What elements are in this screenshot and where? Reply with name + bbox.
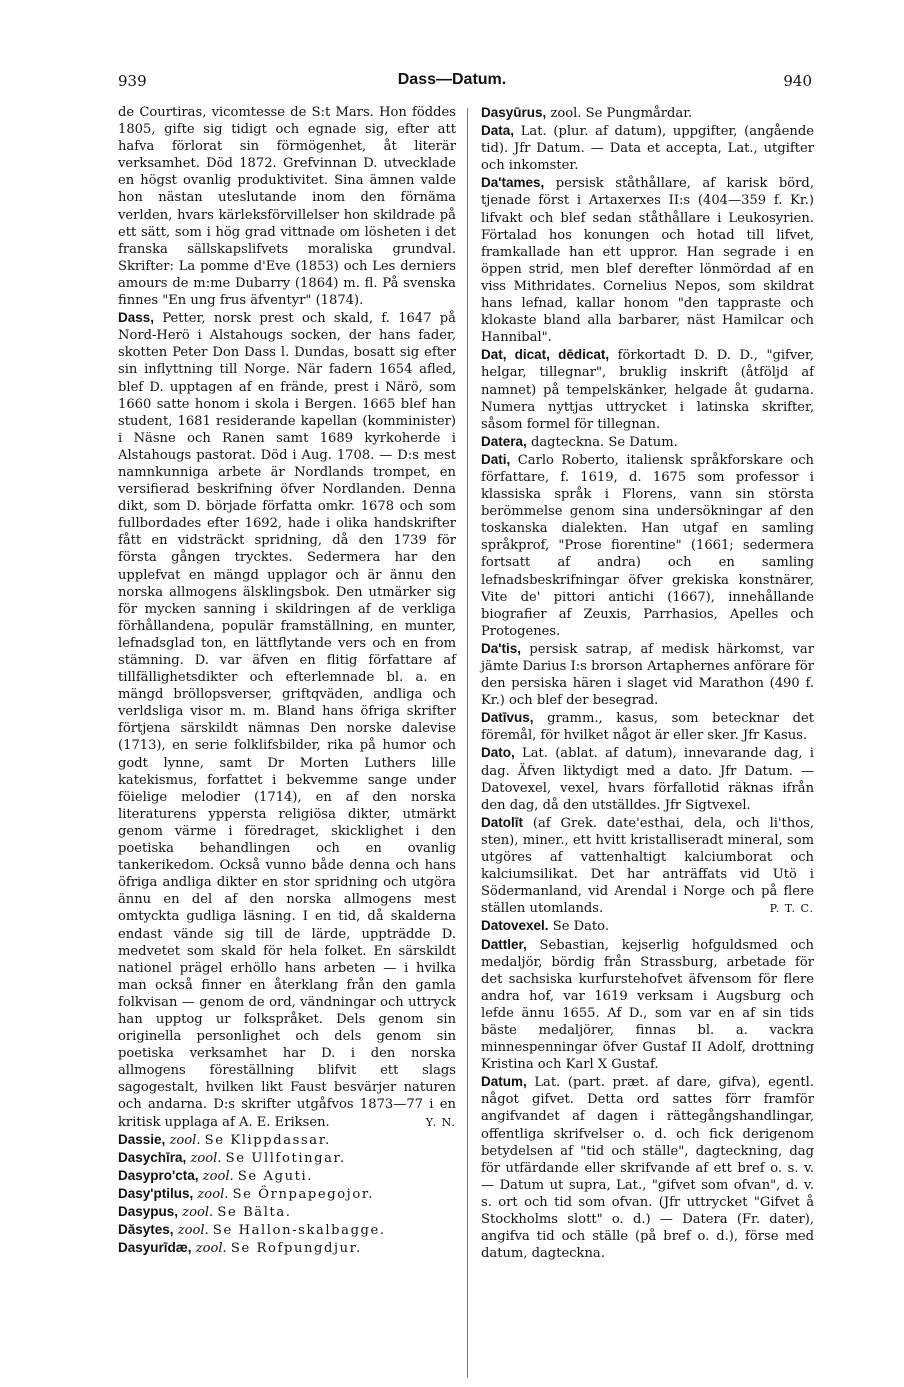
short-entries: [118, 1131, 456, 1258]
field-label: zool.: [182, 1205, 214, 1220]
entry: [481, 936, 814, 1074]
field-label: zool.: [195, 1241, 227, 1257]
page-number-right: 940: [783, 72, 812, 90]
entry: [481, 104, 814, 122]
headword: Dattler,: [481, 936, 527, 952]
headword: Dati,: [481, 451, 511, 467]
headword: Dat, dicat, dēdicat,: [481, 347, 610, 363]
cross-reference: Se Klippdassar.: [204, 1132, 331, 1148]
entry: [481, 433, 814, 451]
author-signature: Y. N.: [425, 1115, 456, 1129]
cross-reference: Se Bälta.: [217, 1205, 292, 1220]
entry-text: zool. Se Pungmårdar.: [550, 106, 693, 121]
entry-text: förkortadt D. D. D., "gifver, helgar, tillegnar", bruklig inskrift (åtföljd af namnet) på tempelskänker, helgade åt gudarna. Numera nyttjas uttrycket i latinska skrifter, såsom formel för tillegnan.: [481, 348, 815, 432]
field-label: zool.: [197, 1186, 229, 1202]
field-label: zool.: [177, 1223, 209, 1239]
headword: Dăsytes,: [118, 1222, 174, 1238]
cross-reference: Se Rofpungdjur.: [230, 1241, 362, 1257]
headword: Datovexel.: [481, 918, 549, 934]
entry: [481, 917, 814, 935]
entry-list: [481, 104, 814, 1262]
entry-text: Petter, norsk prest och skald, f. 1647 på Nord-Herö i Alstahougs socken, der hans fader, skotten Peter Don Dass l. Dundas, bosatt sig efter sin inflyttning till Norge. När fadern 1654 afled, blef D. upptagen af en frände, prest i Närö, som 1660 satte honom i skola i Bergen. 1665 blef han student, 1681 residerande kapellan (komminister) i Näsne och Ranen samt 1689 kyrkoherde i Alstahougs pastorat. Död i Aug. 1708. — D:s mest namnkunniga arbete är Nordlands trompet, en versifierad beskrifning öfver Nordlanden. Denna dikt, som D. började författa omkr. 1678 och som fullbordades efter 1692, hade i olika handskrifter fått en vidsträckt spridning, då den 1739 för första gången trycktes. Sedermera har den upplefvat en mängd upplagor och är ännu den norska allmogens älsklingsbok. Den utmärker sig för mycken sanning i skildringen af de verkliga förhållandena, populär framställning, en munter, lefnadsglad ton, en lättflytande vers och en from stämning. D. var äfven en flitig författare af tillfällighetsdikter och efterlemnade bl. a. en mängd bröllopsverser, griftqväden, andliga och verldsliga visor m. m. Bland hans öfriga skrifter förtjena särskildt nämnas Den norske dalevise (1713), en serie folklifsbilder, rika på humor och godt lynne, samt Dr Morten Luthers lille katekismus, forfattet i bekvemme sange under föielige melodier (1714), en af den norska literaturens yppersta religiösa dikter, utmärkt genom värme i föredraget, skicklighet i den poetiska behandlingen och en ovanlig tankerikedom. Också vunno både denna och hans öfriga andliga dikter en stor spridning och utgöra ännu en del af den norska allmogens mest omtyckta gudliga läsning. I en tid, då skalderna endast vände sig till de lärde, uppträdde D. medvetet som skald för hela folket. En särskildt nationel prägel erhöllo hans arbeten — i hvilka man också finner en återklang från den gamla folkvisan — genom de ord, vändningar och uttryck han upptog ur folkspråket. Dels genom sin originella personlighet och dels genom sin poetiska verksamhet har D. i den norska allmogens föreställning blifvit ett slags sagogestalt, hvilken likt Faust besvärjer naturen och andarna. D:s skrifter utgåfvos 1873—77 i en kritisk upplaga af A. E. Eriksen.: [118, 311, 456, 1130]
entry-text: persisk satrap, af medisk härkomst, var jämte Darius I:s brorson Artaphernes anförare för den persiska hären i slaget vid Marathon (490 f. Kr.) och blef der besegrad.: [481, 641, 814, 709]
headword: Datera,: [481, 433, 527, 449]
entry-short: [118, 1203, 456, 1221]
entry-short: [118, 1131, 456, 1149]
entry-short: [118, 1149, 456, 1167]
headword: Dassie,: [118, 1131, 166, 1147]
entry-text: persisk ståthållare, af karisk börd, tjenade först i Artaxerxes II:s (404—359 f. Kr.) lifvakt och blef sedan ståthållare i Leukosyrien. Förtalad hos konungen och hotad till lifvet, framkallade han ett uppror. Han segrade i en öppen strid, men blef derefter lönmördad af en viss Mithridates. Cornelius Nepos, som skildrat hans lefnad, kallar honom "den tappraste och klokaste bland alla barbarer, näst Hamilcar och Hannibal".: [481, 176, 814, 346]
field-label: zool.: [169, 1132, 201, 1148]
entry-short: [118, 1167, 456, 1185]
headword: Dasyurīdæ,: [118, 1240, 192, 1256]
entry-continuation: de Courtiras, vicomtesse de S:t Mars. Hon föddes 1805, gifte sig tidigt och egnade sig, efter att hafva förlorat sin förmögenhet, åt literär verksamhet. Död 1872. Grefvinnan D. utvecklade en högst ovanlig produktivitet. Sina ämnen valde hon nästan uteslutande inom den förnäma verlden, hvars kärleksförvillelser hon skildrade på ett sätt, som i hög grad vittnade om lösheten i det franska sällskapslifvets moraliska grundval. Skrifter: La pomme d'Eve (1853) och Les derniers amours de m:me Dubarry (1864) m. fl. På svenska finnes "En ung frus äfventyr" (1874).: [118, 105, 456, 309]
headword: Datum,: [481, 1074, 527, 1090]
entry-text: Se Dato.: [552, 919, 609, 935]
headword: Datolīt: [481, 814, 523, 830]
field-label: zool.: [202, 1168, 234, 1184]
headword: Dato,: [481, 745, 515, 761]
cross-reference: Se Ullfotingar.: [225, 1150, 346, 1166]
cross-reference: Se Örnpapegojor.: [232, 1186, 375, 1202]
entry: [481, 744, 814, 813]
cross-reference: Se Hallon-skalbagge.: [212, 1223, 386, 1239]
entry: [481, 709, 814, 744]
entry-text: Sebastian, kejserlig hofguldsmed och medaljör, bördig från Strassburg, arbetade för det sachsiska kurfurstehofvet äfvensom för flere andra hof, var 1619 verksam i Augsburg och lefde ännu 1655. Af D., som var en af sin tids bäste medaljörer, finnas bl. a. vackra minnespenningar öfver Gustaf II Adolf, drottning Kristina och Karl X Gustaf.: [481, 937, 814, 1073]
entry: [481, 346, 814, 432]
headword: Dass,: [118, 310, 155, 326]
entry-text: Carlo Roberto, italiensk språkforskare och författare, f. 1619, d. 1675 som professor i klassiska språk i Florens, vann sin största berömmelse genom sina undersökningar af den toskanska dialekten. Han utgaf en samling språkprof, "Prose fiorentine" (1661; sedermera fortsatt af andra) och en samling lefnadsbeskrifningar öfver grekiska konstnärer, Vite de' pittori antichi (1667), innehållande biografier af Zeuxis, Parrhasios, Apelles och Protogenes.: [481, 452, 814, 639]
entry-text: gramm., kasus, som betecknar det föremål, för hvilket något är eller sker. Jfr Kasus.: [481, 711, 814, 744]
author-signature: P. T. C.: [769, 902, 814, 916]
entry: [481, 814, 814, 918]
headword: Data,: [481, 123, 515, 139]
left-column: [118, 104, 456, 1257]
headword: Da'tis,: [481, 640, 521, 656]
entry: [481, 122, 814, 174]
headword: Dasyūrus,: [481, 105, 547, 120]
headword: Dasychīra,: [118, 1149, 187, 1165]
field-label: zool.: [190, 1150, 222, 1166]
entry-dass: [118, 309, 456, 1131]
entry: [481, 640, 814, 709]
headword: Datīvus,: [481, 710, 534, 726]
entry-text: Lat. (plur. af datum), uppgifter, (angående tid). Jfr Datum. — Data et accepta, Lat., utgifter och inkomster.: [481, 124, 814, 174]
entry: [481, 174, 814, 346]
headword: Dasy'ptilus,: [118, 1185, 194, 1201]
running-head: Dass—Datum.: [397, 71, 507, 88]
headword: Dasypus,: [118, 1204, 179, 1219]
headword: Dasypro'cta,: [118, 1167, 199, 1183]
column-divider: [467, 108, 468, 1378]
entry-text: (af Grek. date'esthai, dela, och li'thos, sten), miner., ett hvitt kristalliseradt mineral, som utgöres af vattenhaltigt kalciumborat och kalciumsilikat. Det har anträffats vid Utö i Södermanland, vid Arendal i Norge och på flere ställen utomlands.: [481, 815, 815, 917]
entry-short: [118, 1185, 456, 1203]
entry-short: [118, 1239, 456, 1257]
entry: [481, 451, 814, 640]
entry-short: [118, 1221, 456, 1239]
entry-text: Lat. (ablat. af datum), innevarande dag, i dag. Äfven liktydigt med a dato. Jfr Datum. — Datovexel, vexel, hvars förfallotid räknas ifrån den dag, då den utställdes. Jfr Sigtvexel.: [481, 746, 814, 813]
right-column: [481, 104, 814, 1262]
entry-text: dagteckna. Se Datum.: [530, 434, 678, 450]
entry: [481, 1073, 814, 1262]
page-number-left: 939: [118, 72, 147, 90]
entry-text: Lat. (part. præt. af dare, gifva), egentl. något gifvet. Detta ord sattes förr framför angifvandet af dagen i rättegångshandlingar, offentliga skrifvelser o. d. och fick derigenom betydelsen af "tid och ställe", dagteckning, dag för utfärdande eller skrifvande af ett bref o. s. v. — Datum ut supra, Lat., "gifvet som ofvan", d. v. s. ort och tid som ofvan. (Jfr uttrycket "Gifvet å Stockholms slott" o. d.) — Datera (Fr. dater), angifva tid och ställe (på bref o. d.), förse med datum, dagteckna.: [481, 1075, 814, 1262]
cross-reference: Se Aguti.: [237, 1168, 314, 1184]
headword: Da'tames,: [481, 175, 545, 191]
